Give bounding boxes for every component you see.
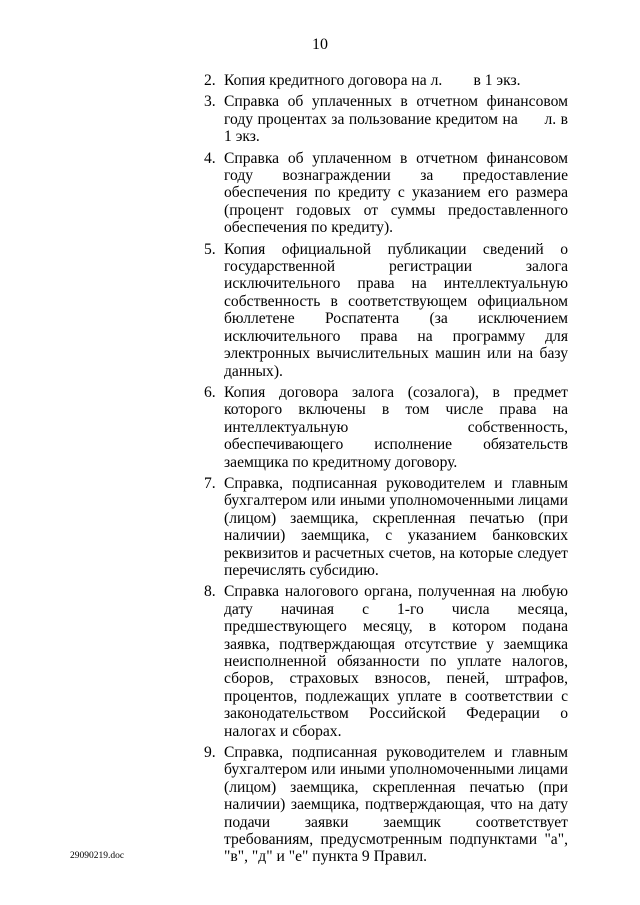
list-item-text: Справка об уплаченном в отчетном финансовом году вознаграждении за предоставление обеспечения по кредиту с указанием его размера (процент годовых от суммы предоставленного обеспечения по кредиту). <box>224 149 568 237</box>
list-item <box>198 150 568 237</box>
list-item-text: Справка, подписанная руководителем и главным бухгалтером или иными уполномоченными лицами (лицом) заемщика, скрепленная печатью (при наличии) заемщика, с указанием банковских реквизитов и расчетных счетов, на которые следует перечислять субсидию. <box>224 474 568 579</box>
list-item-text: Копия кредитного договора на л. в 1 экз. <box>224 72 521 89</box>
list-item-text: Справка налогового органа, полученная на любую дату начиная с 1-го числа месяца, предшествующего месяцу, в котором подана заявка, подтверждающая отсутствие у заемщика неисполненной обязанности по уплате налогов, сборов, страховых взносов, пеней, штрафов, процентов, подлежащих уплате в соответствии с законодательством Российской Федерации о налогах и сборах. <box>224 583 568 740</box>
footer-filename: 29090219.doc <box>70 851 125 861</box>
list-item <box>198 93 572 146</box>
list-item <box>198 72 568 89</box>
list-item <box>198 583 568 740</box>
list-item-text: Копия договора залога (созалога), в предмет которого включены в том числе права на интеллектуальную собственность, обеспечивающего исполнение обязательств заемщика по кредитному договору. <box>224 383 568 471</box>
list-item-number: 2. <box>204 72 216 89</box>
list-item-number: 4. <box>204 149 216 167</box>
page-number: 10 <box>312 36 328 53</box>
list-item-number: 6. <box>204 383 216 401</box>
list-item-text: Справка, подписанная руководителем и главным бухгалтером или иными уполномоченными лицами (лицом) заемщика, скрепленная печатью (при наличии) заемщика, подтверждающая, что на дату подачи заявки заемщик соответствует требованиям, предусмотренным подпунктами "а", "в", "д" и "е" пункта 9 Правил. <box>224 744 568 866</box>
list-item-number: 9. <box>204 744 216 762</box>
list-item <box>198 475 568 579</box>
list-item-number: 3. <box>204 93 216 111</box>
list-item <box>198 744 568 866</box>
list-item <box>198 384 568 471</box>
list-item-text: Справка об уплаченных в отчетном финансовом году процентах за пользование кредитом на л. в 1 экз. <box>224 93 572 146</box>
document-list <box>198 72 572 870</box>
list-item-text: Копия официальной публикации сведений о государственной регистрации залога исключительного права на интеллектуальную собственность в соответствующем официальном бюллетене Роспатента (за исключением исключительного права на программу для электронных вычислительных машин или на базу данных). <box>224 240 568 380</box>
list-item <box>198 241 568 380</box>
list-item-number: 5. <box>204 240 216 258</box>
list-item-number: 8. <box>204 583 216 601</box>
list-item-number: 7. <box>204 474 216 492</box>
